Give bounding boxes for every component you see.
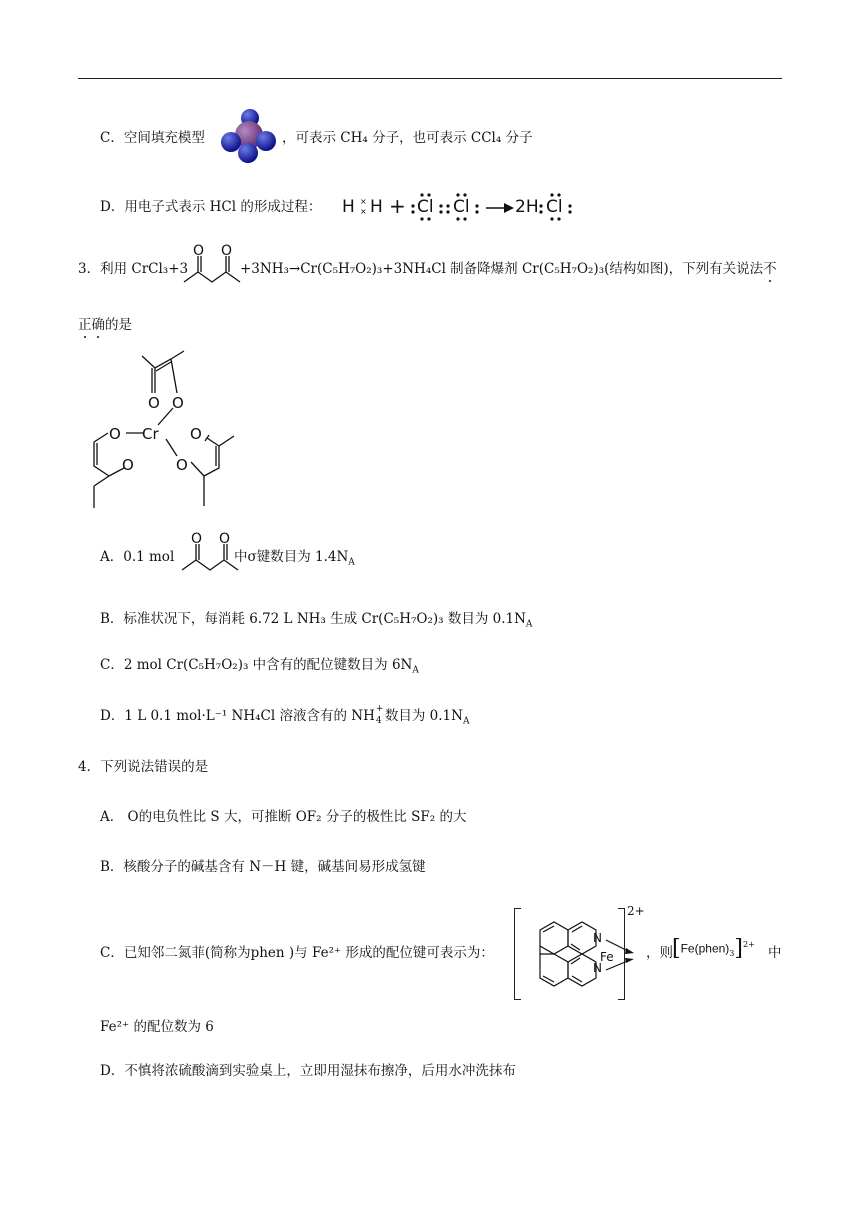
q3-d-pre: D．1 L 0.1 mol·L⁻¹ NH₄Cl 溶液含有的 NH	[100, 708, 375, 724]
phen-n2: N	[593, 961, 602, 975]
q3-a-sub: A	[348, 557, 355, 568]
q3-a-pre: A．0.1 mol	[100, 549, 175, 565]
svg-text:×: ×	[360, 197, 367, 206]
q3-c-text: C．2 mol Cr(C₅H₇O₂)₃ 中含有的配位键数目为 6N	[100, 657, 413, 673]
q4-c-sub: 3	[729, 949, 735, 959]
q4-c-post: ，则	[646, 945, 673, 961]
complex-left-bracket	[514, 908, 521, 1000]
cr-acac-structure	[74, 346, 244, 512]
q4-option-c-post	[646, 944, 673, 962]
hcl-electron-dot-equation	[338, 188, 588, 222]
q4-option-d	[100, 1062, 516, 1080]
q3-d-post: 数目为 0.1N	[384, 708, 463, 724]
eq-2h: 2H	[515, 197, 539, 217]
q4-c-complex-formula: $[Fe(phen)_3]^{2+}$	[672, 936, 755, 961]
q3-emph-zheng: 正	[78, 317, 92, 333]
q4-b-text: B．核酸分子的碱基含有 N－H 键，碱基间易形成氢键	[100, 859, 426, 875]
complex-charge	[627, 902, 645, 920]
eq-cl3: Cl	[546, 197, 563, 217]
struct-o-bottom-right: O	[176, 456, 188, 474]
acac-a-o2: O	[219, 531, 231, 547]
q3-c-sub: A	[412, 665, 419, 676]
q4-c-mid: 中	[768, 945, 782, 961]
q4-stem-text: 4．下列说法错误的是	[78, 759, 209, 775]
phen-fe: Fe	[600, 950, 614, 964]
q3-prefix: 3．利用 CrCl₃+3	[78, 261, 189, 277]
q3-emph-bu: 不	[763, 261, 777, 277]
eq-h1: H	[342, 197, 355, 217]
q3-emph-que: 确	[91, 317, 105, 333]
q4-a-text: A． O的电负性比 S 大，可推断 OF₂ 分子的极性比 SF₂ 的大	[100, 809, 467, 825]
q4-c-sup: 2+	[742, 940, 755, 949]
option-c-prefix: C．空间填充模型	[100, 130, 205, 146]
q4-c-pre: C．已知邻二氮菲(简称为phen )与 Fe²⁺ 形成的配位键可表示为：	[100, 945, 494, 961]
acac-o1: O	[193, 243, 205, 259]
option-c-suffix-line	[282, 129, 533, 147]
complex-charge-text: 2+	[627, 904, 645, 918]
eq-cl2: Cl	[453, 197, 470, 217]
q3-option-a-post	[234, 548, 355, 572]
q3-option-b	[100, 610, 532, 634]
q4-option-c-pre	[100, 944, 494, 962]
phen-n1: N	[593, 931, 602, 945]
q3-option-c	[100, 656, 419, 680]
option-d-line	[100, 198, 321, 216]
struct-o-top-right: O	[172, 394, 184, 412]
svg-text:×: ×	[360, 207, 367, 216]
option-c-suffix: ，可表示 CH₄ 分子，也可表示 CCl₄ 分子	[282, 130, 533, 146]
q3-tail-line	[78, 316, 132, 334]
struct-o-bottom-left: O	[122, 456, 134, 474]
q3-b-sub: A	[525, 619, 533, 630]
eq-plus: +	[389, 194, 406, 218]
q3-option-a-pre	[100, 548, 174, 566]
acac-a-o1: O	[191, 531, 203, 547]
q3-suffix-line	[240, 260, 777, 278]
header-rule	[78, 78, 782, 79]
q3-tail: 的是	[105, 317, 132, 333]
acetylacetone-structure	[180, 242, 242, 288]
q3-d-sub4: 4	[375, 716, 382, 726]
q3-d-sup: +	[375, 704, 384, 714]
q4-c-complex: Fe(phen)	[680, 941, 730, 956]
q3-a-post: 中σ键数目为 1.4N	[234, 549, 349, 565]
struct-cr: Cr	[142, 425, 159, 443]
q3-option-d	[100, 706, 469, 731]
q3-b-text: B．标准状况下，每消耗 6.72 L NH₃ 生成 Cr(C₅H₇O₂)₃ 数目为 0.1N	[100, 611, 526, 627]
q4-stem	[78, 758, 208, 776]
q4-option-a	[100, 808, 466, 826]
q4-option-b	[100, 858, 426, 876]
space-filling-model-icon	[220, 108, 278, 164]
acac-o2: O	[221, 243, 233, 259]
q3-suffix: +3NH₃→Cr(C₅H₇O₂)₃+3NH₄Cl 制备降爆剂 Cr(C₅H₇O₂)₃(结构如图)，下列有关说法	[240, 261, 764, 277]
struct-o-top-left: O	[148, 394, 160, 412]
q4-d-text: D．不慎将浓硫酸滴到实验桌上，立即用湿抹布擦净，后用水冲洗抹布	[100, 1063, 516, 1079]
q4-c-cont: Fe²⁺ 的配位数为 6	[100, 1019, 214, 1035]
struct-o-left: O	[109, 425, 121, 443]
q4-option-c-cont	[100, 1018, 214, 1036]
q3-d-sub: A	[462, 716, 470, 727]
option-d-text: D．用电子式表示 HCl 的形成过程：	[100, 199, 322, 215]
eq-cl1: Cl	[417, 197, 434, 217]
struct-o-right: O	[190, 425, 202, 443]
acetylacetone-structure-a	[178, 530, 240, 576]
option-c-line	[100, 129, 205, 147]
q3-prefix-line	[78, 260, 188, 278]
eq-h2: H	[370, 197, 383, 217]
q4-option-c-mid	[768, 944, 782, 962]
